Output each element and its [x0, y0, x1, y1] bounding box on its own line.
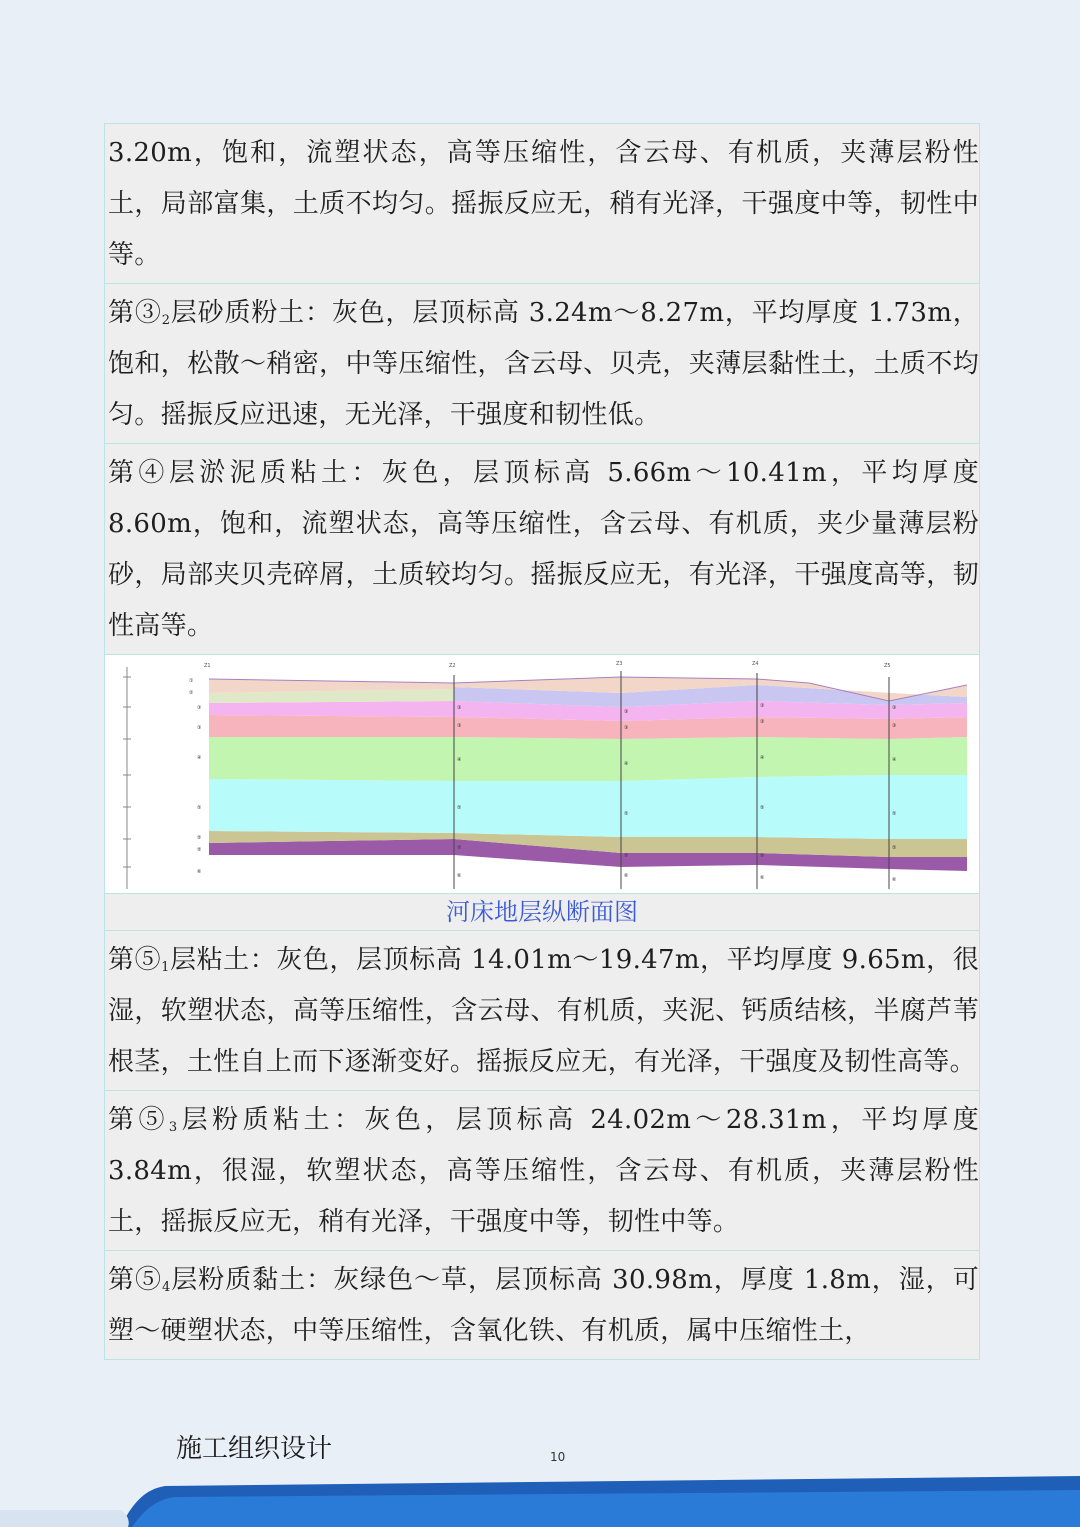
svg-text:⑤: ⑤ — [624, 853, 629, 859]
svg-text:③: ③ — [760, 719, 765, 725]
section-diagram — [109, 657, 967, 891]
paragraph-text: 3.20m，饱和，流塑状态，高等压缩性，含云母、有机质，夹薄层粉性土，局部富集，土质不均匀。摇振反应无，稍有光泽，干强度中等，韧性中等。 — [108, 138, 979, 270]
svg-text:Z4: Z4 — [752, 661, 759, 667]
svg-text:④: ④ — [760, 755, 765, 761]
document-content — [104, 123, 980, 1360]
svg-text:Z5: Z5 — [884, 663, 891, 669]
svg-text:⑤: ⑤ — [197, 835, 202, 841]
svg-text:⑥: ⑥ — [624, 873, 629, 879]
paragraph-subscript: 4 — [161, 1280, 171, 1295]
svg-text:④: ④ — [457, 757, 462, 763]
svg-text:⑥: ⑥ — [197, 869, 202, 875]
paragraph-prefix: 第⑤ — [108, 945, 162, 975]
svg-text:⑥: ⑥ — [457, 873, 462, 879]
paragraph-subscript: 1 — [161, 960, 170, 975]
svg-text:⑥: ⑥ — [892, 877, 897, 883]
svg-text:④: ④ — [197, 755, 202, 761]
svg-text:⑤: ⑤ — [197, 847, 202, 853]
paragraph-prefix: 第⑤ — [108, 1265, 162, 1295]
svg-text:③: ③ — [197, 725, 202, 731]
paragraph-layer-5-4 — [105, 1251, 979, 1359]
figure-caption: 河床地层纵断面图 — [105, 894, 979, 931]
svg-text:③: ③ — [457, 723, 462, 729]
paragraph-layer-3-2 — [105, 284, 979, 444]
paragraph-text: 层砂质粉土：灰色，层顶标高 3.24m～8.27m，平均厚度 1.73m，饱和，松散～稍密，中等压缩性，含云母、贝壳，夹薄层黏性土，土质不均匀。摇振反应迅速，无光泽，干强度和韧性低。 — [108, 298, 979, 430]
borehole-header-marks — [204, 661, 891, 669]
layer-4 — [209, 737, 967, 781]
svg-text:③: ③ — [624, 709, 629, 715]
svg-text:⑤: ⑤ — [624, 811, 629, 817]
svg-text:③: ③ — [624, 725, 629, 731]
svg-text:②: ② — [189, 690, 194, 696]
paragraph-subscript: 3 — [168, 1120, 178, 1135]
svg-text:③: ③ — [760, 703, 765, 709]
footer-title: 施工组织设计 — [176, 1434, 333, 1464]
paragraph-continued — [105, 124, 979, 284]
svg-text:③: ③ — [197, 705, 202, 711]
paragraph-prefix: 第④ — [108, 458, 169, 488]
paragraph-text: 层粉质黏土：灰绿色～草，层顶标高 30.98m，厚度 1.8m，湿，可塑～硬塑状态，中等压缩性，含氧化铁、有机质，属中压缩性土， — [108, 1265, 979, 1346]
svg-text:⑥: ⑥ — [760, 875, 765, 881]
svg-text:⑤: ⑤ — [760, 805, 765, 811]
footer-wave-decoration — [0, 1470, 1080, 1527]
svg-text:③: ③ — [892, 705, 897, 711]
paragraph-prefix: 第③ — [108, 298, 162, 328]
svg-text:⑤: ⑤ — [892, 811, 897, 817]
svg-text:⑤: ⑤ — [197, 805, 202, 811]
paragraph-prefix: 第⑤ — [108, 1105, 169, 1135]
svg-text:⑤: ⑤ — [457, 845, 462, 851]
svg-text:④: ④ — [624, 761, 629, 767]
svg-text:Z3: Z3 — [616, 661, 623, 667]
paragraph-text: 层淤泥质粘土：灰色，层顶标高 5.66m～10.41m，平均厚度 8.60m，饱和，流塑状态，高等压缩性，含云母、有机质，夹少量薄层粉砂，局部夹贝壳碎屑，土质较均匀。摇振反应无，有光泽，干强度高等，韧性高等。 — [108, 458, 979, 641]
paragraph-layer-5-1 — [105, 931, 979, 1091]
paragraph-text: 层粘土：灰色，层顶标高 14.01m～19.47m，平均厚度 9.65m，很湿，软塑状态，高等压缩性，含云母、有机质，夹泥、钙质结核，半腐芦苇根茎，土性自上而下逐渐变好。摇振反应无，有光泽，干强度及韧性高等。 — [108, 945, 979, 1077]
page-number: 10 — [550, 1450, 566, 1464]
svg-text:④: ④ — [892, 757, 897, 763]
svg-text:⑤: ⑤ — [760, 853, 765, 859]
layer-5-1 — [209, 775, 967, 839]
paragraph-layer-5-3 — [105, 1091, 979, 1251]
paragraph-layer-4 — [105, 444, 979, 655]
svg-text:③: ③ — [892, 723, 897, 729]
geological-section-figure — [105, 655, 979, 894]
paragraph-text: 层粉质粘土：灰色，层顶标高 24.02m～28.31m，平均厚度 3.84m，很湿，软塑状态，高等压缩性，含云母、有机质，夹薄层粉性土，摇振反应无，稍有光泽，干强度中等，韧性中等。 — [108, 1105, 979, 1237]
svg-text:⑤: ⑤ — [892, 845, 897, 851]
paragraph-subscript: 2 — [161, 313, 171, 328]
svg-text:Z1: Z1 — [204, 663, 211, 669]
svg-text:⑤: ⑤ — [457, 805, 462, 811]
svg-text:①: ① — [189, 678, 194, 684]
svg-text:③: ③ — [457, 705, 462, 711]
svg-text:Z2: Z2 — [449, 663, 456, 669]
